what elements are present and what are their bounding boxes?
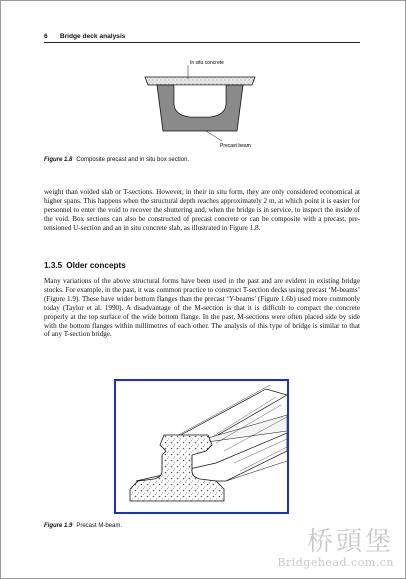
body-paragraph-2: Many variations of the above structural forms have been used in the past and are evident in existing bridge stocks. For example, in the past, it was common practice to construct T-section decks using precast ‘M-beams’ (Figure 1.9). These have wider bottom flanges than the precast ‘Y-beams’ (Figure 1.6b) used more commonly today (Taylor et al. 1990). A disadvantage of the M-section is that it is difficult to compact the concrete properly at the top surface of the wide bottom flange. In the past, M-sections were often placed side by side with the bottom flanges within millimetres of each other. The analysis of this type of bridge is similar to that of any T-section bridge. <box>44 277 360 339</box>
figure-1-8-box-section <box>140 55 260 150</box>
in-situ-slab <box>145 77 255 85</box>
label-precast-beam: Precast beam <box>220 143 251 149</box>
figure-1-9-m-beam <box>116 381 287 512</box>
box-void <box>174 85 226 117</box>
body-paragraph-1: weight than voided slab or T-sections. However, in their in situ form, they are only considered economical at higher spans. This happens when the structural depth reaches approximately 2 m, at which point it is easier for personnel to enter the void to recover the shuttering and, when the bridge is in service, to inspect the inside of the void. Box sections can also be constructed of precast concrete or can be composite with a precast, pre-tensioned U-section and an in situ concrete slab, as illustrated in Figure 1.8. <box>44 188 360 232</box>
page-number: 6 <box>44 33 48 40</box>
section-number: 1.3.5 <box>44 261 63 270</box>
figure-1-8-caption <box>44 157 189 163</box>
figure-1-9-caption <box>44 523 122 529</box>
watermark <box>277 528 394 569</box>
watermark-chinese: 桥頭堡 <box>306 527 394 557</box>
watermark-english: Bridgehead.com.cn <box>277 556 394 569</box>
running-title: Bridge deck analysis <box>59 33 126 40</box>
section-title: Older concepts <box>66 261 126 270</box>
figure-1-8-caption-text: Composite precast and in situ box section. <box>76 157 190 163</box>
figure-1-9-frame <box>114 379 289 514</box>
figure-1-9-caption-text: Precast M-beam. <box>76 523 123 529</box>
running-header <box>44 33 360 43</box>
figure-1-9-label: Figure 1.9 <box>44 523 73 529</box>
figure-1-8-label: Figure 1.8 <box>44 157 73 163</box>
section-heading <box>44 261 126 270</box>
label-in-situ-concrete: In situ concrete <box>190 60 224 66</box>
